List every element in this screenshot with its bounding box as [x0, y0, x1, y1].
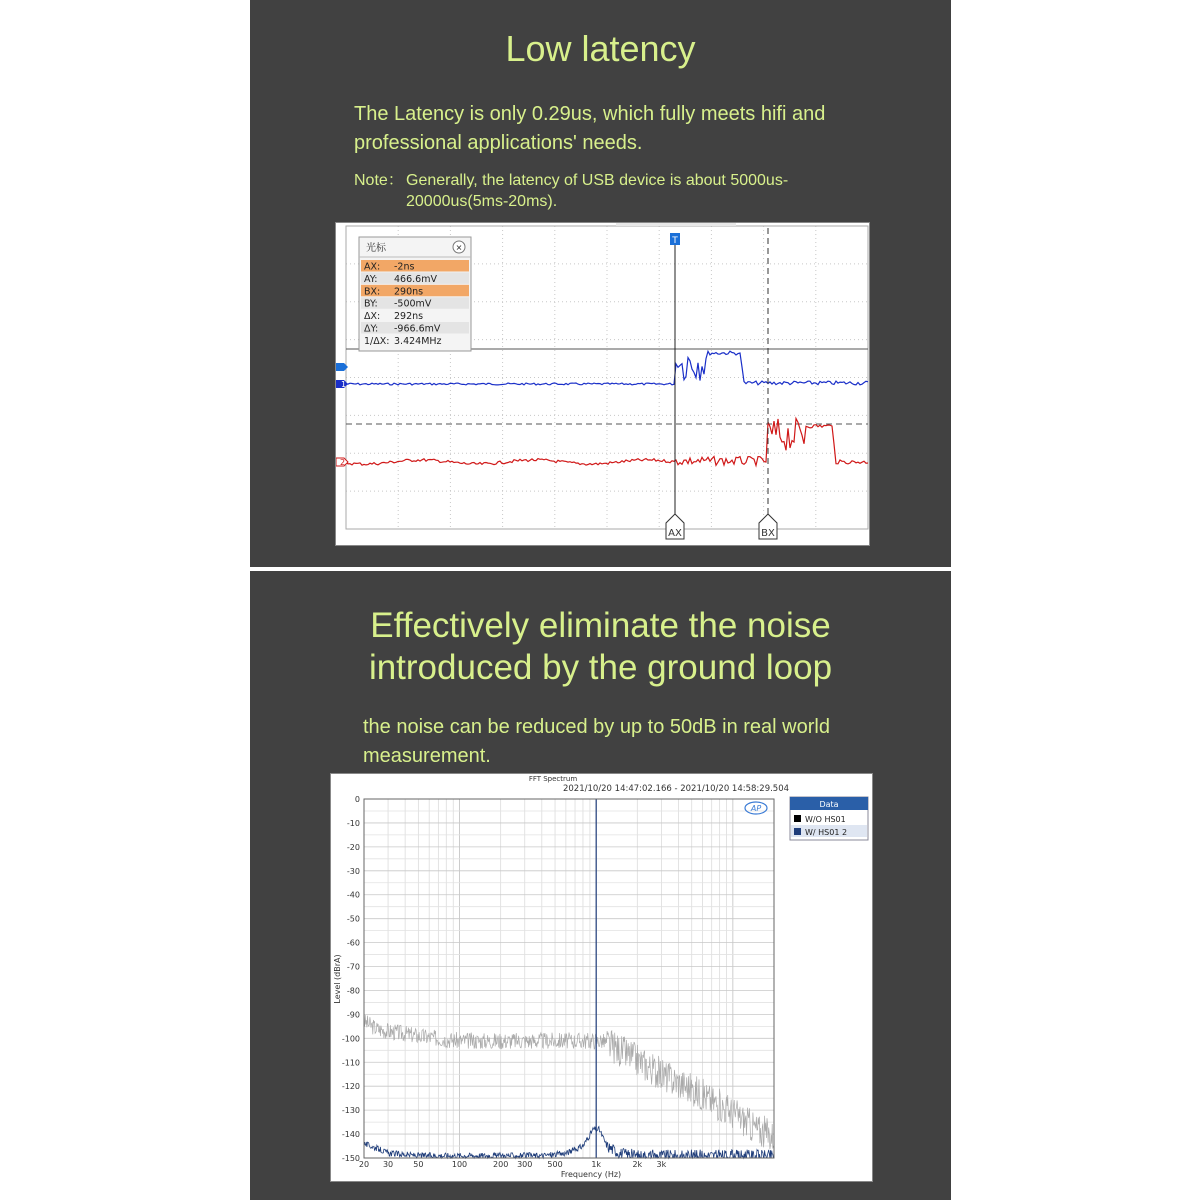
ch1-trace [346, 351, 868, 385]
fft-ytick-label: -70 [346, 962, 360, 972]
cursor-row-label: AY: [364, 273, 378, 285]
noise-description: the noise can be reduced by up to 50dB in real world measurement. [363, 716, 830, 767]
cursor-row-value: 290ns [394, 286, 424, 298]
legend-swatch [794, 828, 801, 835]
fft-ytick-label: -60 [346, 938, 360, 948]
cursor-a-label: AX [668, 528, 682, 539]
oscilloscope-svg [336, 223, 869, 545]
cursor-row-value: -2ns [394, 261, 415, 273]
fft-ytick-label: -10 [346, 818, 360, 828]
fft-xtick-label: 2k [632, 1160, 643, 1169]
cursor-panel-title: 光标 [366, 243, 386, 254]
fft-xtick-label: 20 [358, 1160, 370, 1169]
cursor-row-label: BY: [364, 298, 378, 310]
fft-xtick-label: 100 [451, 1160, 468, 1169]
cursor-panel [359, 237, 471, 351]
fft-ylabel: Level (dBrA) [333, 954, 342, 1004]
note-text: Generally, the latency of USB device is about 5000us-20000us(5ms-20ms). [406, 172, 789, 210]
fft-xtick-label: 1k [591, 1160, 602, 1169]
fft-ytick-label: -140 [341, 1130, 360, 1140]
ch1-marker-label: 1 [341, 380, 347, 389]
ap-logo-text: AP [750, 804, 762, 813]
noise-title-line2: introduced by the ground loop [368, 648, 833, 687]
fft-ytick-label: -80 [346, 986, 360, 996]
fft-xtick-label: 50 [413, 1160, 424, 1169]
fft-ytick-label: 0 [354, 795, 360, 804]
legend-title: Data [819, 800, 839, 809]
cursor-row-value: 3.424MHz [394, 335, 442, 347]
trigger-label: T [672, 236, 678, 246]
latency-description: The Latency is only 0.29us, which fully meets hifi and professional applications' needs. [354, 103, 826, 154]
ch2-marker-label: 2 [340, 458, 346, 467]
cursor-row-value: 292ns [394, 311, 424, 323]
fft-subtitle: 2021/10/20 14:47:02.166 - 2021/10/20 14:58:29.504 [562, 784, 790, 794]
fft-ytick-label: -20 [346, 842, 360, 852]
cursor-row-label: BX: [364, 286, 381, 298]
fft-ytick-label: -40 [346, 890, 360, 900]
fft-ytick-label: -150 [341, 1154, 360, 1163]
legend-item-label[interactable]: W/ HS01 2 [805, 828, 848, 837]
noise-title-line1: Effectively eliminate the noise [370, 606, 831, 645]
close-icon: ✕ [455, 243, 463, 253]
fft-xtick-label: 200 [493, 1160, 509, 1169]
noise-panel [250, 571, 951, 1200]
fft-ytick-label: -110 [341, 1058, 360, 1068]
legend-swatch [794, 815, 801, 822]
oscilloscope-capture [335, 222, 870, 546]
note-label: Note： [354, 172, 404, 189]
cursor-row-value: 466.6mV [394, 273, 437, 285]
fft-xtick-label: 30 [382, 1160, 394, 1169]
noise-title [250, 605, 951, 689]
fft-xtick-label: 300 [517, 1160, 533, 1169]
cursor-row-value: -966.6mV [394, 323, 441, 335]
latency-panel [250, 0, 951, 567]
fft-title: FFT Spectrum [528, 775, 578, 783]
scope-top-marker [616, 223, 736, 226]
fft-ytick-label: -30 [346, 866, 360, 876]
cursor-row-label: ΔX: [364, 311, 381, 323]
cursor-row-label: AX: [364, 261, 381, 273]
cursor-row-label: 1/ΔX: [364, 335, 390, 347]
ap-logo [745, 802, 767, 814]
fft-ytick-label: -130 [341, 1106, 360, 1116]
cursor-row-label: ΔY: [364, 323, 379, 335]
latency-title: Low latency [505, 28, 696, 69]
fft-xtick-label: 3k [656, 1160, 667, 1169]
fft-xtick-label: 500 [547, 1160, 563, 1169]
fft-chart [330, 773, 873, 1182]
fft-ytick-label: -90 [346, 1010, 360, 1020]
fft-legend [790, 797, 868, 840]
fft-ytick-label: -120 [341, 1082, 360, 1092]
fft-xlabel: Frequency (Hz) [560, 1170, 622, 1179]
cursor-b-label: BX [761, 528, 775, 539]
fft-ytick-label: -50 [346, 914, 360, 924]
latency-note [354, 170, 874, 212]
fft-svg [331, 774, 872, 1181]
legend-item-label[interactable]: W/O HS01 [805, 815, 846, 824]
cursor-row-value: -500mV [394, 298, 432, 310]
fft-ytick-label: -100 [341, 1034, 360, 1044]
